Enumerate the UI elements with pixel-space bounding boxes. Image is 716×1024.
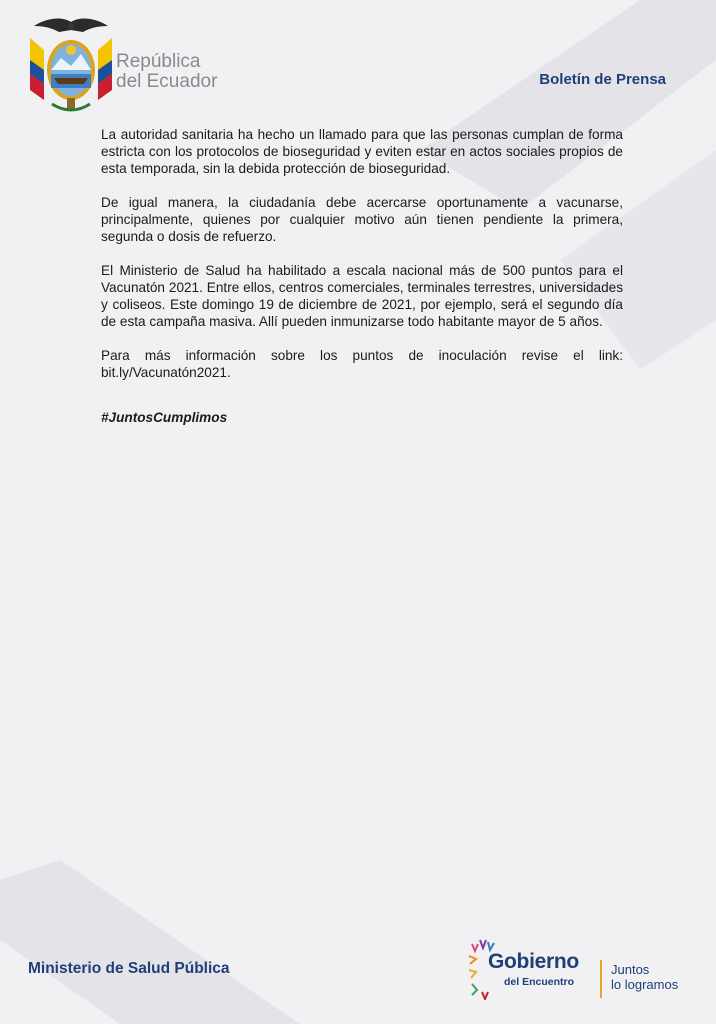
paragraph: La autoridad sanitaria ha hecho un llamado para que las personas cumplan de forma estricta con los protocolos de bioseguridad y eviten estar en actos sociales propios de esta temporada, sin la debida protección de bioseguridad. [101, 127, 623, 176]
ministry-name: Ministerio de Salud Pública [28, 960, 230, 977]
hashtag: #JuntosCumplimos [101, 410, 228, 425]
paragraph: El Ministerio de Salud ha habilitado a escala nacional más de 500 puntos para el Vacunatón 2021. Entre ellos, centros comerciales, terminales terrestres, universidades y coliseos. Este domingo 19 de diciembre de 2021, por ejemplo, será el segundo día de esta campaña masiva. Allí pueden inmunizarse todo habitante mayor de 5 años. [101, 263, 623, 329]
slogan [611, 962, 678, 992]
bulletin-body [101, 126, 623, 426]
paragraph: De igual manera, la ciudadanía debe acercarse oportunamente a vacunarse, principalmente, quienes por cualquier motivo aún tienen pendiente la primera, segunda o dosis de refuerzo. [101, 195, 623, 244]
slogan-line2: lo logramos [611, 977, 679, 992]
slogan-line1: Juntos [611, 962, 650, 977]
bulletin-title: Boletín de Prensa [539, 71, 666, 88]
org-name-line1: República [116, 51, 201, 72]
gobierno-logo [468, 938, 708, 1004]
ecuador-coat-of-arms-icon [26, 14, 116, 114]
paragraph: Para más información sobre los puntos de inoculación revise el link: bit.ly/Vacunatón2021. [101, 348, 623, 380]
separator [600, 960, 602, 998]
org-name-line2: del Ecuador [116, 71, 218, 92]
gobierno-word: Gobierno [488, 950, 579, 973]
org-name [116, 52, 217, 92]
gobierno-subtitle: del Encuentro [504, 976, 575, 988]
